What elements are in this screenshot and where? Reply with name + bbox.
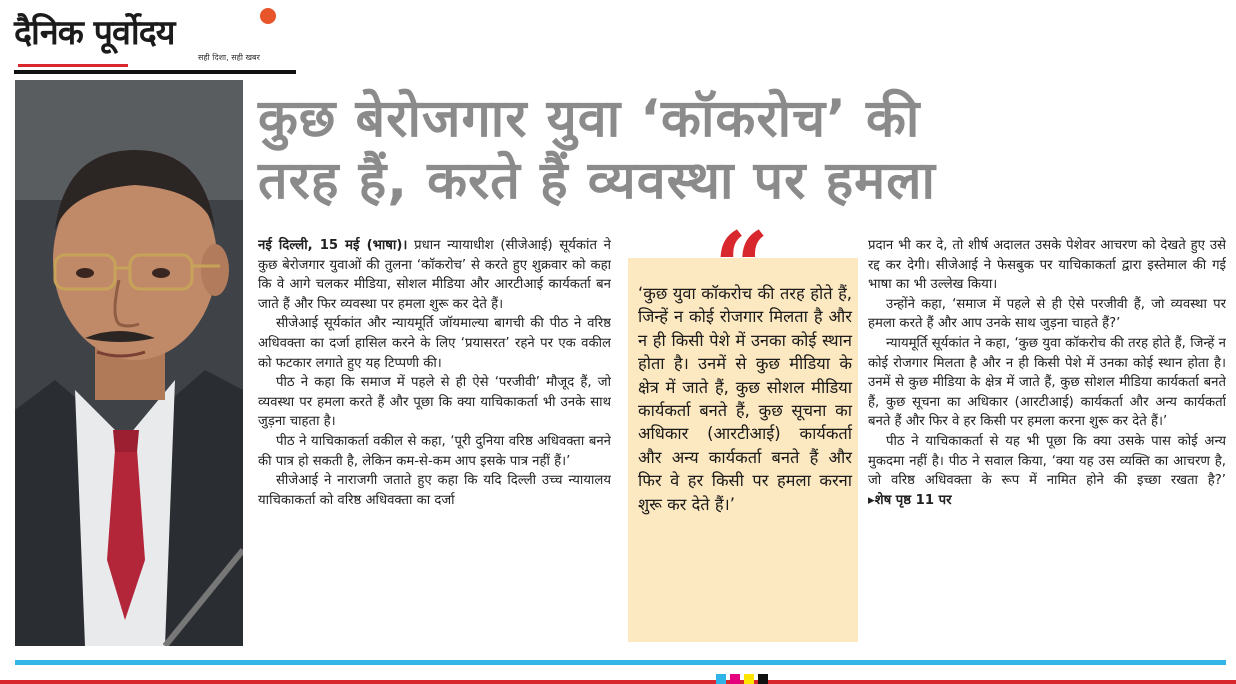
paragraph: पीठ ने कहा कि समाज में पहले से ही ऐसे ‘परजीवी’ मौजूद हैं, जो व्यवस्था पर हमला करते हैं और पूछा कि क्या याचिकाकर्ता भी उनके साथ जुड़ना चाहता है। <box>258 375 611 430</box>
masthead-tagline: सही दिशा, सही खबर <box>198 53 260 62</box>
bottom-red-rule <box>0 680 1236 684</box>
paragraph: सीजेआई ने नाराजगी जताते हुए कहा कि यदि दिल्ली उच्च न्यायालय याचिकाकर्ता को वरिष्ठ अधिवक्ता का दर्जा <box>258 473 611 508</box>
paragraph <box>868 432 1226 510</box>
quote-mark-icon: “ <box>714 211 770 324</box>
paragraph: पीठ ने याचिकाकर्ता वकील से कहा, ‘पूरी दुनिया वरिष्ठ अधिवक्ता बनने की पात्र हो सकती है, लेकिन कम-से-कम आप इसके पात्र नहीं हैं।’ <box>258 433 611 469</box>
paragraph: प्रदान भी कर दे, तो शीर्ष अदालत उसके पेशेवर आचरण को देखते हुए उसे रद्द कर देगी। सीजेआई ने फेसबुक पर याचिकाकर्ता द्वारा इस्तेमाल की गई भाषा का भी उल्लेख किया। <box>868 238 1226 293</box>
newspaper-logo: दैनिक पूर्वोदय <box>14 13 175 53</box>
paragraph: सीजेआई सूर्यकांत और न्यायमूर्ति जॉयमाल्या बागची की पीठ ने वरिष्ठ अधिवक्ता का दर्जा हासिल करने के लिए ‘प्रयासरत’ रहने पर एक वकील को फटकार लगाते हुए यह टिप्पणी की। <box>258 316 611 371</box>
paragraph-text: प्रधान न्यायाधीश (सीजेआई) सूर्यकांत ने कुछ बेरोजगार युवाओं की तुलना ‘कॉकरोच’ से करते हुए शुक्रवार को कहा कि वे आगे चलकर मीडिया, सोशल मीडिया और आरटीआई कार्यकर्ता बन जाते हैं और फिर व्यवस्था पर हमला शुरू कर देते हैं। <box>258 238 611 312</box>
paragraph <box>258 236 611 314</box>
portrait-photo <box>15 80 243 646</box>
registration-mark-yellow <box>744 674 754 684</box>
headline-line-1: कुछ बेरोजगार युवा ‘कॉकरोच’ की <box>258 89 921 149</box>
portrait-illustration <box>15 80 243 646</box>
registration-mark-cyan <box>716 674 726 684</box>
bottom-blue-rule <box>15 660 1226 665</box>
logo-swoosh-icon <box>260 8 276 24</box>
registration-mark-black <box>758 674 768 684</box>
article-headline <box>258 88 1228 212</box>
pull-quote-text: ‘कुछ युवा कॉकरोच की तरह होते हैं, जिन्हें न कोई रोजगार मिलता है और न ही किसी पेशे में उनका कोई स्थान होता है। उनमें से कुछ मीडिया के क्षेत्र में जाते हैं, कुछ सोशल मीडिया कार्यकर्ता बनते हैं, कुछ सूचना का अधिकार (आरटीआई) कार्यकर्ता और अन्य कार्यकर्ता बनते हैं और फिर वे हर किसी पर हमला करना शुरू कर देते हैं।’ <box>638 284 852 514</box>
article-column-3 <box>868 236 1226 656</box>
paragraph-text: पीठ ने याचिकाकर्ता से यह भी पूछा कि क्या उसके पास कोई अन्य मुकदमा नहीं है। पीठ ने सवाल किया, ‘क्या यह उस व्यक्ति का आचरण है, जो वरिष्ठ अधिवक्ता के रूप में नामित होने की इच्छा रखता है?’ <box>868 433 1226 489</box>
dateline: नई दिल्ली, 15 मई (भाषा)। <box>258 238 408 253</box>
masthead-black-rule <box>14 70 296 74</box>
continuation-note: ▸शेष पृष्ठ 11 पर <box>868 492 952 508</box>
registration-mark-magenta <box>730 674 740 684</box>
article-column-1 <box>258 236 611 651</box>
headline-line-2: तरह हैं, करते हैं व्यवस्था पर हमला <box>258 151 936 211</box>
masthead-red-rule <box>18 64 128 67</box>
paragraph: उन्होंने कहा, ‘समाज में पहले से ही ऐसे परजीवी हैं, जो व्यवस्था पर हमला करते हैं और आप उनके साथ जुड़ना चाहते हैं?’ <box>868 296 1226 332</box>
masthead <box>12 6 284 72</box>
paragraph: न्यायमूर्ति सूर्यकांत ने कहा, ‘कुछ युवा कॉकरोच की तरह होते हैं, जिन्हें न कोई रोजगार मिलता है और न ही किसी पेशे में उनका कोई स्थान होता है। उनमें से कुछ मीडिया के क्षेत्र में जाते हैं, कुछ सोशल मीडिया कार्यकर्ता बनते हैं, कुछ सूचना का अधिकार (आरटीआई) कार्यकर्ता और अन्य कार्यकर्ता बनते हैं और फिर वे हर किसी पर हमला करना शुरू कर देते हैं।’ <box>868 335 1226 430</box>
